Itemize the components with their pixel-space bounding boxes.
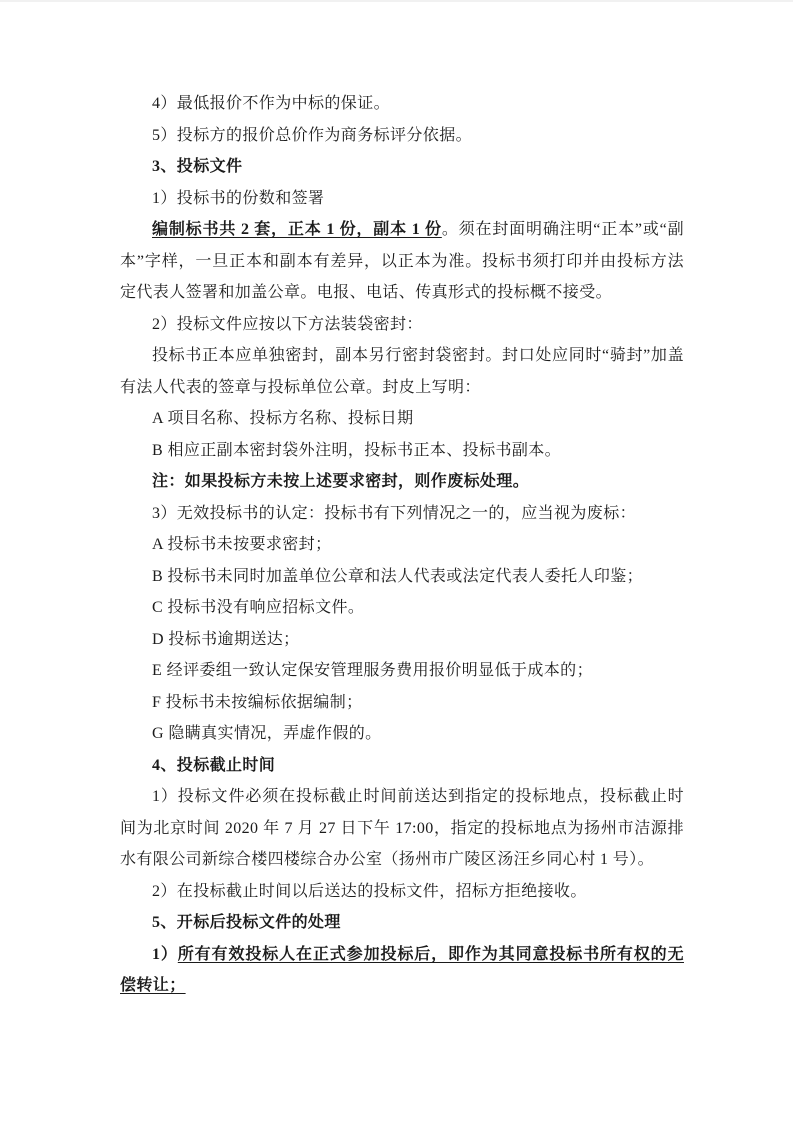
text-run: 。须在封面明确注明“正本”或“副本”字样，一旦正本和副本有差异，以正本为准。投标书须打印并由投标方法定代表人签署和加盖公章。电报、电话、传真形式的投标概不接受。 (120, 221, 684, 301)
text-run: B 投标书未同时加盖单位公章和法人代表或法定代表人委托人印鉴； (152, 567, 644, 585)
paragraph-invalid-item-b (120, 561, 684, 593)
paragraph-envelope-item-b (120, 435, 684, 467)
text-run: 3、投标文件 (152, 158, 243, 175)
text-run: 4、投标截止时间 (152, 756, 276, 774)
paragraph-envelope-item-a (120, 403, 684, 435)
text-run: B 相应正副本密封袋外注明，投标书正本、投标书副本。 (152, 441, 562, 459)
text-run: 1） (152, 945, 178, 963)
paragraph-invalid-item-f (120, 687, 684, 719)
paragraph-clause-4-2 (120, 876, 684, 908)
paragraph-clause-4-1 (120, 781, 684, 876)
paragraph-para-sealing-method (120, 340, 684, 403)
paragraph-clause-3-2 (120, 309, 684, 341)
paragraph-clause-5-1 (120, 939, 684, 1002)
paragraph-invalid-item-d (120, 624, 684, 656)
paragraph-para-copies-and-signing (120, 214, 684, 309)
paragraph-clause-2-5 (120, 120, 684, 152)
paragraph-heading-5-after-opening (120, 907, 684, 939)
text-run: 注：如果投标方未按上述要求密封，则作废标处理。 (152, 473, 530, 490)
paragraph-heading-3-bid-documents (120, 151, 684, 183)
text-run: 3）无效投标书的认定：投标书有下列情况之一的，应当视为废标： (152, 504, 637, 522)
paragraph-heading-4-deadline (120, 750, 684, 782)
text-run: F 投标书未按编标依据编制； (152, 693, 363, 711)
paragraph-clause-3-3 (120, 498, 684, 530)
text-run: A 投标书未按要求密封； (152, 536, 332, 553)
paragraph-invalid-item-g (120, 718, 684, 750)
paragraph-invalid-item-c (120, 592, 684, 624)
text-run: C 投标书没有响应招标文件。 (152, 599, 365, 616)
text-run: 5、开标后投标文件的处理 (152, 914, 341, 931)
text-run: E 经评委组一致认定保安管理服务费用报价明显低于成本的； (152, 662, 593, 679)
paragraph-clause-3-1 (120, 183, 684, 215)
text-run: 4）最低报价不作为中标的保证。 (152, 95, 391, 112)
text-run: 5）投标方的报价总价作为商务标评分依据。 (152, 126, 473, 144)
text-run: 所有有效投标人在正式参加投标后，即作为其同意投标书所有权的无偿转让； (120, 945, 684, 994)
document-body (120, 88, 684, 1002)
text-run: 编制标书共 2 套，正本 1 份，副本 1 份 (152, 221, 442, 238)
text-run: 1）投标书的份数和签署 (152, 189, 325, 207)
paragraph-clause-2-4 (120, 88, 684, 120)
text-run: D 投标书逾期送达； (152, 630, 300, 648)
text-run: A 项目名称、投标方名称、投标日期 (152, 410, 414, 427)
text-run: 投标书正本应单独密封，副本另行密封袋密封。封口处应同时“骑封”加盖有法人代表的签章与投标单位公章。封皮上写明： (120, 347, 684, 396)
paragraph-note-seal-warning (120, 466, 684, 498)
text-run: G 隐瞒真实情况，弄虚作假的。 (152, 725, 382, 742)
paragraph-invalid-item-a (120, 529, 684, 561)
paragraph-invalid-item-e (120, 655, 684, 687)
text-run: 2）投标文件应按以下方法装袋密封： (152, 315, 423, 333)
text-run: 2）在投标截止时间以后送达的投标文件，招标方拒绝接收。 (152, 882, 587, 900)
text-run: 1）投标文件必须在投标截止时间前送达到指定的投标地点，投标截止时间为北京时间 2020 年 7 月 27 日下午 17:00，指定的投标地点为扬州市洁源排水有限公司新综合楼四楼综合办公室（扬州市广陵区汤汪乡同心村 1 号）。 (120, 788, 684, 868)
